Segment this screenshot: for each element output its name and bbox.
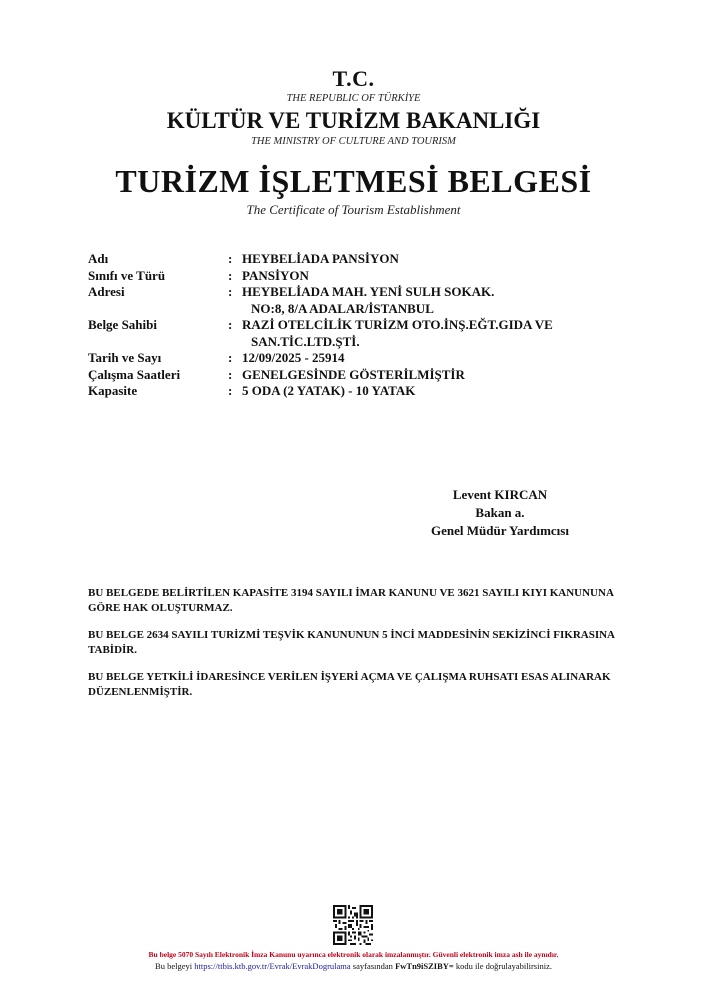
field-separator: : — [228, 366, 233, 382]
field-value: GENELGESİNDE GÖSTERİLMİŞTİR — [242, 366, 465, 382]
verify-mid: sayfasından — [352, 961, 393, 971]
signatory-on-behalf: Bakan a. — [475, 505, 525, 520]
address-line-2: NO:8, 8/A ADALAR/İSTANBUL — [251, 300, 434, 316]
field-hours — [88, 367, 608, 384]
republic-subtitle: THE REPUBLIC OF TÜRKİYE — [286, 93, 421, 104]
owner-line-2: SAN.TİC.LTD.ŞTİ. — [251, 333, 360, 349]
tc-heading: T.C. — [332, 66, 375, 91]
field-separator: : — [228, 284, 233, 299]
esignature-notice: Bu belge 5070 Sayılı Elektronik İmza Kanunu uyarınca elektronik olarak imzalanmıştır. Güvenli elektronik imza aslı ile aynıdır. — [148, 950, 559, 959]
field-value: HEYBELİADA PANSİYON — [242, 251, 399, 266]
signatory-title: Genel Müdür Yardımcısı — [431, 523, 569, 538]
legal-notes — [88, 586, 628, 712]
field-value: 12/09/2025 - 25914 — [242, 350, 345, 365]
legal-note: BU BELGEDE BELİRTİLEN KAPASİTE 3194 SAYILI İMAR KANUNU VE 3621 SAYILI KIYI KANUNUNA GÖRE HAK OLUŞTURMAZ. — [88, 587, 614, 614]
verification-footer — [0, 949, 707, 972]
field-capacity — [88, 383, 608, 400]
verify-suffix: kodu ile doğrulayabilirsiniz. — [455, 961, 552, 971]
field-label: Kapasite — [88, 383, 138, 398]
legal-note: BU BELGE 2634 SAYILI TURİZMİ TEŞVİK KANUNUNUN 5 İNCİ MADDESİNİN SEKİZİNCİ FIKRASINA TABİDİR. — [88, 629, 615, 656]
field-name — [88, 251, 608, 268]
verification-line — [0, 960, 707, 972]
field-value — [242, 284, 608, 317]
field-label: Adı — [88, 251, 109, 266]
field-separator: : — [228, 383, 233, 398]
field-separator: : — [228, 317, 233, 332]
field-date — [88, 350, 608, 367]
certificate-subtitle: The Certificate of Tourism Establishment — [246, 202, 461, 217]
field-label: Tarih ve Sayı — [88, 350, 162, 365]
field-label: Sınıfı ve Türü — [88, 267, 166, 283]
verify-link[interactable]: https://ttbis.ktb.gov.tr/Evrak/EvrakDogrulama — [194, 961, 351, 971]
field-label: Belge Sahibi — [88, 317, 157, 332]
signature-block — [400, 486, 600, 540]
address-line-1: HEYBELİADA MAH. YENİ SULH SOKAK. — [242, 284, 495, 299]
field-class — [88, 268, 608, 285]
field-owner — [88, 317, 608, 350]
field-value: PANSİYON — [242, 267, 309, 283]
certificate-title: TURİZM İŞLETMESİ BELGESİ — [115, 163, 592, 199]
legal-note: BU BELGE YETKİLİ İDARESİNCE VERİLEN İŞYERİ AÇMA VE ÇALIŞMA RUHSATI ESAS ALINARAK DÜZENLENMİŞTİR. — [88, 671, 611, 698]
field-label: Adresi — [88, 284, 125, 299]
signatory-name: Levent KIRCAN — [452, 487, 548, 502]
field-value: 5 ODA (2 YATAK) - 10 YATAK — [242, 383, 416, 398]
ministry-heading: KÜLTÜR VE TURİZM BAKANLIĞI — [166, 108, 541, 133]
certificate-fields — [88, 251, 608, 400]
verify-code: FwTn9iSZIBY= — [395, 961, 454, 971]
verify-prefix: Bu belgeyi — [155, 961, 193, 971]
field-value — [242, 317, 608, 350]
qr-code-icon — [333, 905, 373, 945]
field-label: Çalışma Saatleri — [88, 366, 181, 382]
field-separator: : — [228, 350, 233, 365]
owner-line-1: RAZİ OTELCİLİK TURİZM OTO.İNŞ.EĞT.GIDA VE — [242, 317, 553, 332]
field-separator: : — [228, 267, 233, 283]
document-header — [0, 66, 707, 219]
field-address — [88, 284, 608, 317]
ministry-subtitle: THE MINISTRY OF CULTURE AND TOURISM — [251, 136, 456, 147]
field-separator: : — [228, 251, 233, 266]
